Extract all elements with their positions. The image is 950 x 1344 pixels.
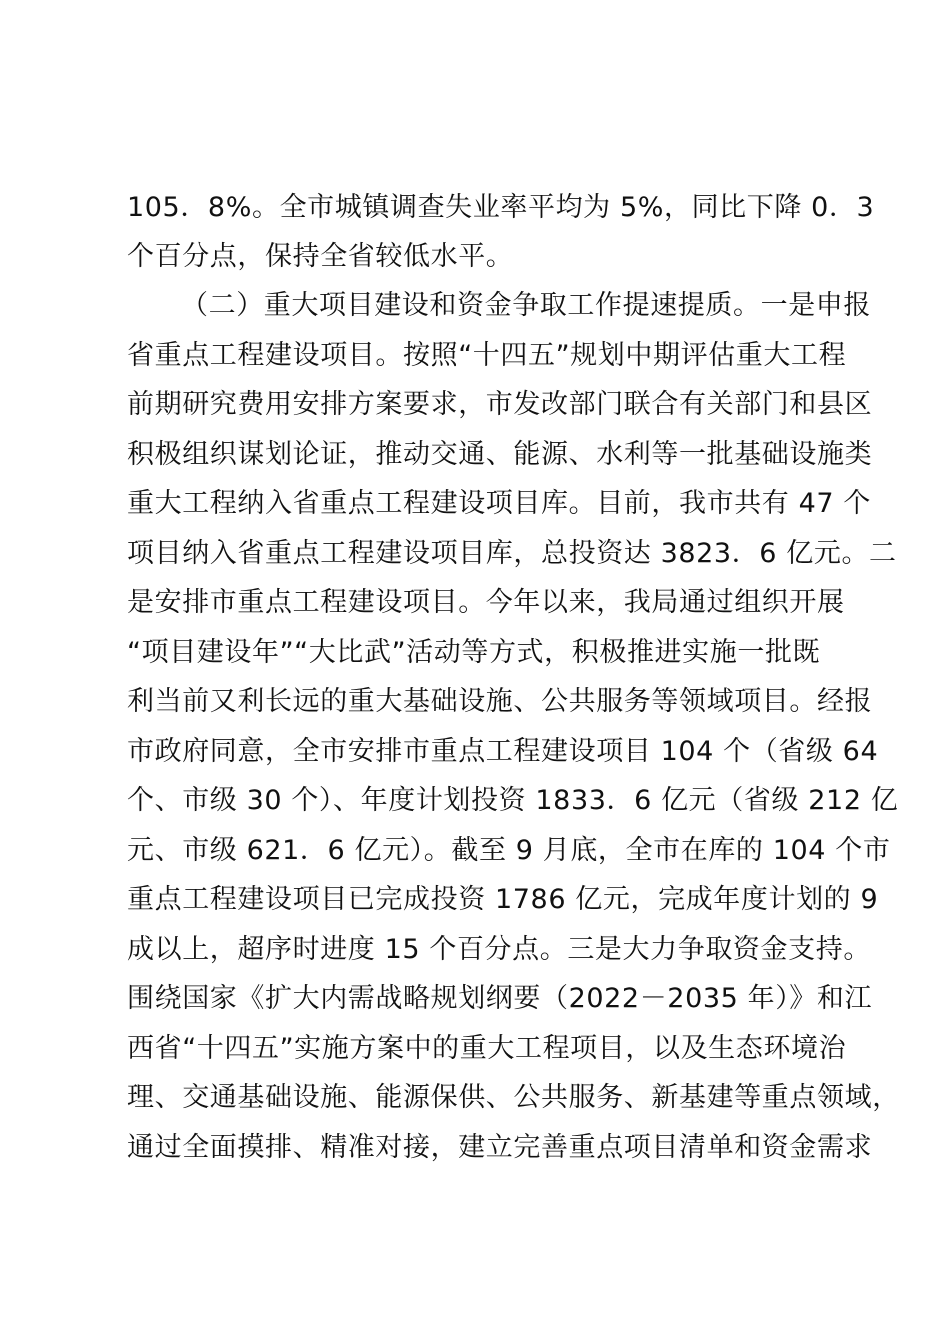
text-line: 重大工程纳入省重点工程建设项目库。目前，我市共有 47 个 <box>127 488 871 519</box>
text-line: 积极组织谋划论证，推动交通、能源、水利等一批基础设施类 <box>127 439 873 470</box>
text-line: 理、交通基础设施、能源保供、公共服务、新基建等重点领域， <box>127 1082 900 1113</box>
text-line: 利当前又利长远的重大基础设施、公共服务等领域项目。经报 <box>127 686 873 717</box>
text-line: 105．8%。全市城镇调查失业率平均为 5%，同比下降 0．3 <box>127 192 875 223</box>
text-line: 元、市级 621．6 亿元）。截至 9 月底，全市在库的 104 个市 <box>127 835 891 866</box>
text-line: 前期研究费用安排方案要求，市发改部门联合有关部门和县区 <box>127 389 873 420</box>
text-line: 个百分点，保持全省较低水平。 <box>127 241 514 272</box>
text-line: “项目建设年”“大比武”活动等方式，积极推进实施一批既 <box>127 637 821 668</box>
text-line: 围绕国家《扩大内需战略规划纲要（2022－2035 年）》和江 <box>127 983 873 1014</box>
text-line: 西省“十四五”实施方案中的重大工程项目，以及生态环境治 <box>127 1033 847 1064</box>
text-line-paragraph-start: （二）重大项目建设和资金争取工作提速提质。一是申报 <box>181 290 871 321</box>
text-line: 项目纳入省重点工程建设项目库，总投资达 3823．6 亿元。二 <box>127 538 897 569</box>
text-line: 是安排市重点工程建设项目。今年以来，我局通过组织开展 <box>127 587 845 618</box>
text-line: 成以上，超序时进度 15 个百分点。三是大力争取资金支持。 <box>127 934 871 965</box>
text-line: 重点工程建设项目已完成投资 1786 亿元，完成年度计划的 9 <box>127 884 879 915</box>
text-line: 省重点工程建设项目。按照“十四五”规划中期评估重大工程 <box>127 340 847 371</box>
text-line: 市政府同意，全市安排市重点工程建设项目 104 个（省级 64 <box>127 736 879 767</box>
text-line: 个、市级 30 个）、年度计划投资 1833．6 亿元（省级 212 亿 <box>127 785 899 816</box>
text-line: 通过全面摸排、精准对接，建立完善重点项目清单和资金需求 <box>127 1132 873 1163</box>
